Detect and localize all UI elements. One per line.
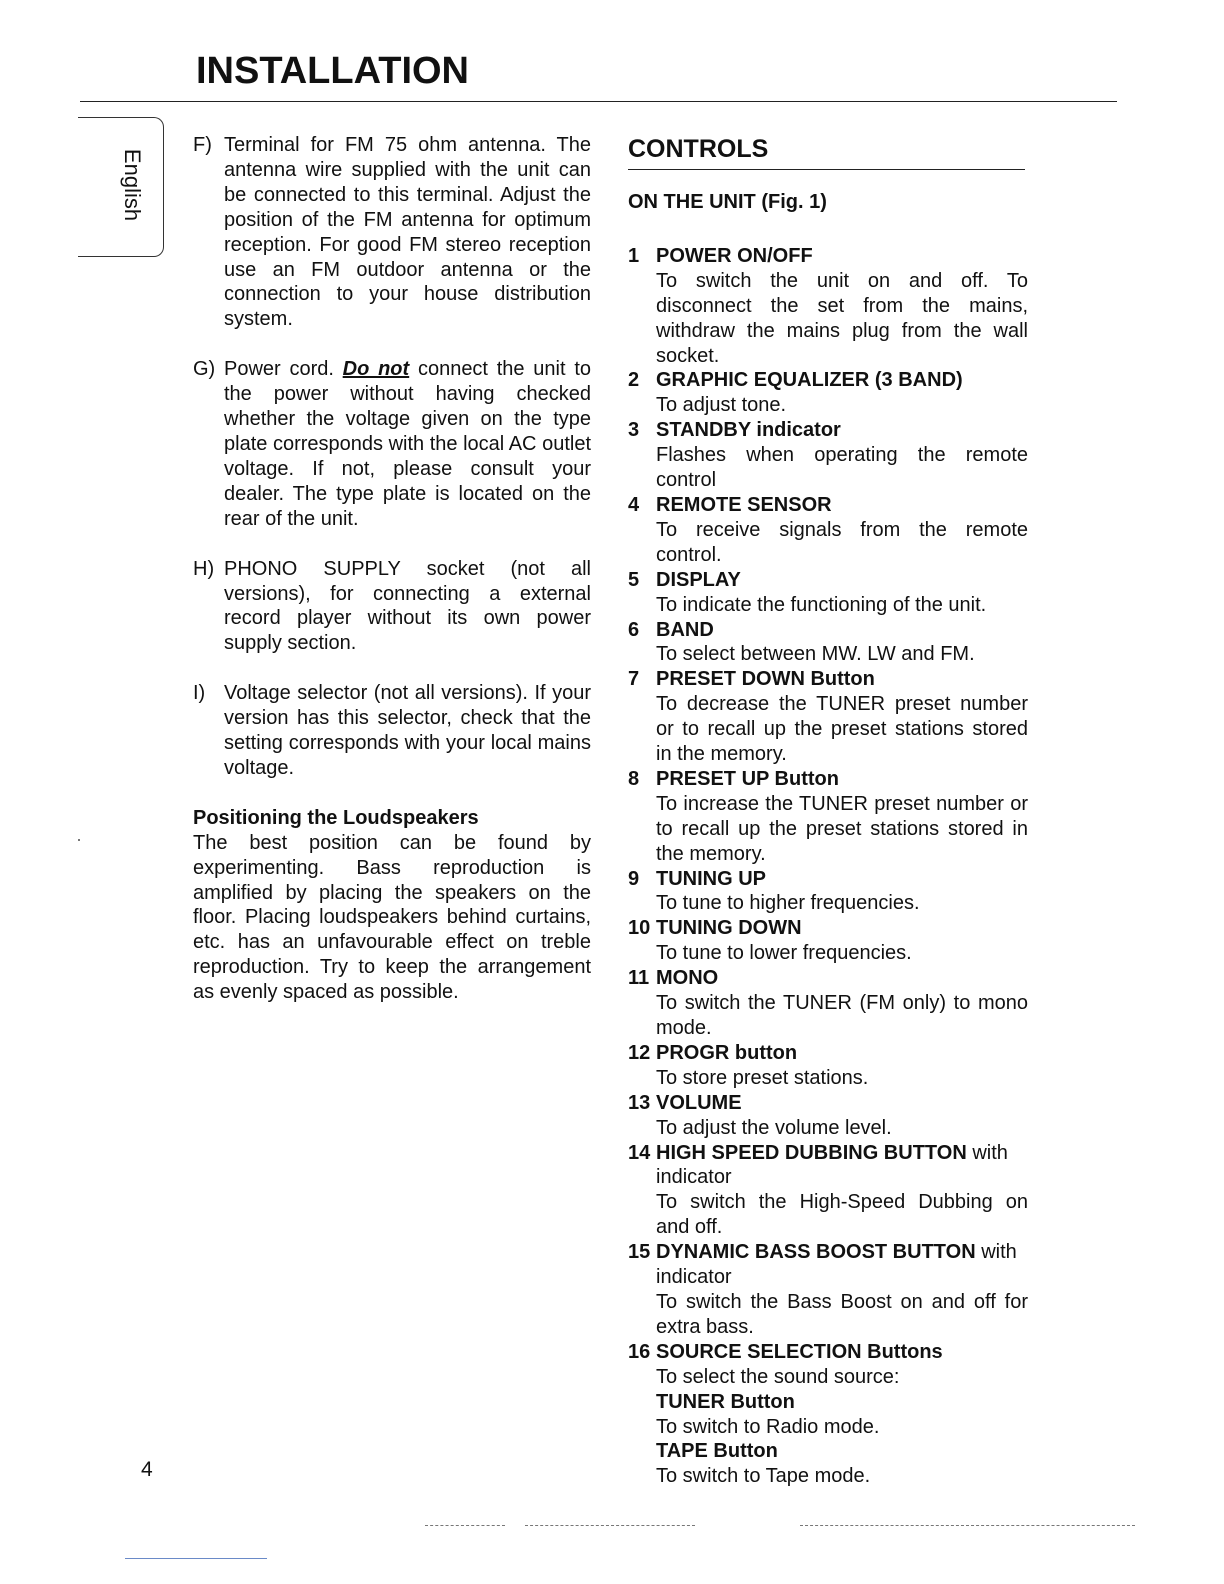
control-name: TUNING DOWN [656, 917, 802, 940]
control-number: 4 [628, 493, 640, 516]
control-description: To switch the TUNER (FM only) to mono mode. [656, 992, 1028, 1039]
language-tab-label: English [120, 148, 145, 222]
scan-artifact [800, 1525, 1135, 1526]
control-number: 1 [628, 244, 640, 267]
control-description: To decrease the TUNER preset number or to recall up the preset stations stored in the memory. [656, 693, 1028, 766]
control-item [628, 244, 1028, 369]
control-description: To switch the unit on and off. To disconnect the set from the mains, withdraw the mains plug from the wall socket. [656, 269, 1028, 367]
control-number: 16 [628, 1340, 651, 1363]
control-item [628, 568, 1028, 618]
item-letter: I) [193, 682, 206, 705]
control-description: To tune to higher frequencies. [656, 892, 920, 915]
scan-artifact [525, 1525, 695, 1526]
scan-artifact [78, 839, 80, 841]
control-name: HIGH SPEED DUBBING BUTTON [656, 1141, 967, 1164]
control-number: 2 [628, 369, 640, 392]
item-letter: H) [193, 557, 215, 580]
item-text-start: Power cord. [224, 358, 343, 381]
control-name: REMOTE SENSOR [656, 493, 832, 516]
control-number: 7 [628, 668, 640, 691]
scan-artifact [425, 1525, 505, 1526]
control-number: 15 [628, 1241, 651, 1264]
control-number: 13 [628, 1091, 651, 1114]
control-number: 11 [628, 967, 650, 990]
item-letter: F) [193, 134, 212, 156]
control-number: 9 [628, 867, 640, 890]
control-item [628, 867, 1028, 917]
control-name: TUNING UP [656, 867, 766, 890]
page-number: 4 [141, 1458, 153, 1481]
controls-list [628, 244, 1028, 1489]
installation-item-g [193, 357, 591, 531]
control-item [628, 1091, 1028, 1141]
source-button-name: TUNER Button [656, 1390, 795, 1413]
control-item [628, 1240, 1028, 1340]
control-item [628, 966, 1028, 1041]
control-item [628, 667, 1028, 767]
control-description: To switch the High-Speed Dubbing on and off. [656, 1191, 1028, 1239]
control-item [628, 1340, 1028, 1489]
control-name-suffix: with indicator [656, 1141, 1008, 1189]
control-item [628, 493, 1028, 568]
control-name: DYNAMIC BASS BOOST BUTTON [656, 1241, 976, 1264]
control-description: Flashes when operating the remote control [656, 444, 1028, 492]
control-name: DISPLAY [656, 568, 741, 591]
item-text: Terminal for FM 75 ohm antenna. The antenna wire supplied with the unit can be connected to this terminal. Adjust the position of the FM antenna for optimum reception. For good FM stereo reception use an FM outdoor antenna or the connection to your house distribution system. [224, 134, 591, 331]
installation-item-i [193, 681, 591, 781]
control-item [628, 1141, 1028, 1241]
control-item [628, 418, 1028, 493]
source-button-name: TAPE Button [656, 1440, 778, 1463]
control-number: 6 [628, 618, 640, 641]
control-name: GRAPHIC EQUALIZER (3 BAND) [656, 369, 963, 392]
control-description: To increase the TUNER preset number or to recall up the preset stations stored in the memory. [656, 792, 1028, 865]
control-description: To receive signals from the remote control. [656, 518, 1028, 566]
control-description: To select between MW. LW and FM. [656, 643, 975, 666]
positioning-heading: Positioning the Loudspeakers [193, 806, 479, 829]
item-text: PHONO SUPPLY socket (not all versions), for connecting a external record player without its own power supply section. [224, 557, 591, 655]
control-description: To switch the Bass Boost on and off for extra bass. [656, 1290, 1028, 1338]
control-description: To select the sound source: [656, 1365, 900, 1388]
item-letter: G) [193, 358, 216, 381]
control-item [628, 618, 1028, 668]
control-description: To adjust the volume level. [656, 1116, 892, 1139]
left-column [193, 133, 591, 1005]
control-name: POWER ON/OFF [656, 244, 813, 267]
control-number: 14 [628, 1141, 651, 1164]
item-text [224, 357, 591, 531]
title-divider [80, 101, 1117, 102]
installation-item-h [193, 557, 591, 657]
source-button-description: To switch to Tape mode. [656, 1465, 871, 1488]
control-description: To indicate the functioning of the unit. [656, 593, 987, 616]
control-name: MONO [656, 967, 719, 990]
control-number: 12 [628, 1041, 651, 1064]
item-text-end: connect the unit to the power without having checked whether the voltage given on the type plate corresponds with the local AC outlet voltage. If not, please consult your dealer. The type plate is located on the rear of the unit. [224, 358, 591, 530]
control-name: PROGR button [656, 1041, 798, 1064]
control-number: 5 [628, 568, 640, 591]
control-number: 10 [628, 917, 651, 940]
control-name: PRESET UP Button [656, 767, 839, 790]
control-number: 3 [628, 419, 640, 442]
on-the-unit-heading: ON THE UNIT (Fig. 1) [628, 191, 827, 213]
control-description: To tune to lower frequencies. [656, 942, 912, 965]
source-button-description: To switch to Radio mode. [656, 1415, 880, 1438]
control-name-suffix: with indicator [656, 1241, 1017, 1289]
positioning-text: The best position can be found by experimenting. Bass reproduction is amplified by placing the speakers on the floor. Placing loudspeakers behind curtains, etc. has an unfavourable effect on treble reproduction. Try to keep the arrangement as evenly spaced as possible. [193, 831, 591, 1004]
control-item [628, 1041, 1028, 1091]
control-name: SOURCE SELECTION Buttons [656, 1340, 943, 1363]
control-name: VOLUME [656, 1091, 742, 1114]
installation-item-f [193, 133, 591, 332]
control-item [628, 916, 1028, 966]
right-column [628, 133, 1028, 1489]
item-text: Voltage selector (not all versions). If your version has this selector, check that the setting corresponds with your local mains voltage. [224, 682, 591, 779]
control-description: To store preset stations. [656, 1066, 869, 1089]
warning-emphasis: Do not [342, 358, 410, 381]
page-title: INSTALLATION [196, 50, 469, 92]
control-item [628, 767, 1028, 867]
control-item [628, 368, 1028, 418]
control-name: BAND [656, 618, 714, 641]
controls-heading: CONTROLS [628, 133, 1025, 170]
control-name: STANDBY indicator [656, 419, 841, 442]
control-name: PRESET DOWN Button [656, 668, 875, 691]
bottom-rule [125, 1558, 267, 1559]
control-description: To adjust tone. [656, 394, 787, 417]
control-number: 8 [628, 767, 640, 790]
